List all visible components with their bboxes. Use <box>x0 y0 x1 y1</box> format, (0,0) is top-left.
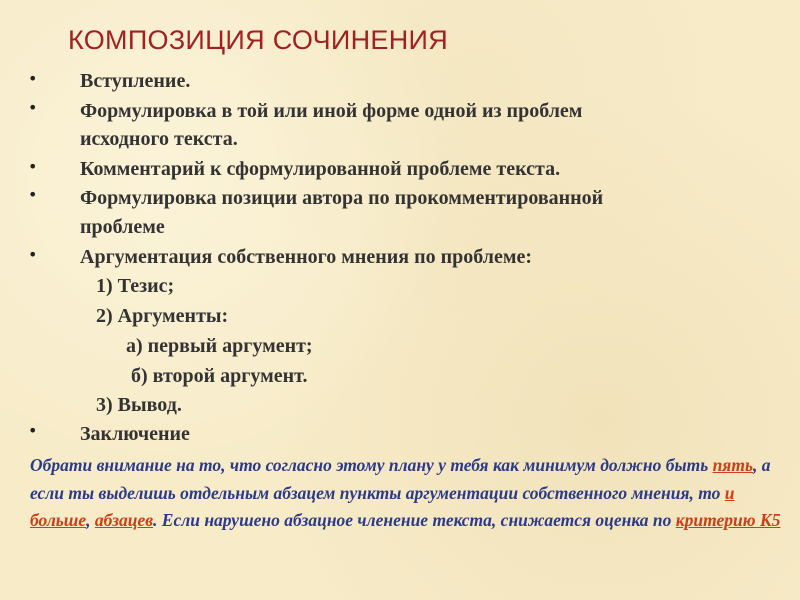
note-text: . Если нарушено абзацное членение текста, снижается оценка по <box>153 510 676 530</box>
note-text: , <box>86 510 95 530</box>
item-formulation-line2: исходного текста. <box>80 128 238 150</box>
item-intro: Вступление. <box>80 70 191 92</box>
note-highlight-five: пять <box>712 455 753 475</box>
bullet-marker: • <box>28 185 38 204</box>
item-author-position-line1: Формулировка позиции автора по прокомментированной <box>80 187 604 209</box>
bullet-marker: • <box>28 157 38 176</box>
note-highlight-more: и больше <box>30 482 735 530</box>
sub-item-first-argument: а) первый аргумент; <box>126 335 313 357</box>
bullet-marker: • <box>28 245 38 264</box>
slide-title: КОМПОЗИЦИЯ СОЧИНЕНИЯ <box>68 25 449 55</box>
note-highlight-criterion: критерию К5 <box>675 510 781 530</box>
sub-item-conclusion-point: 3) Вывод. <box>96 394 182 416</box>
note-text: Обрати внимание на то, что согласно этому плану у тебя как минимум должно быть <box>30 455 713 475</box>
item-comment: Комментарий к сформулированной проблеме текста. <box>80 158 561 180</box>
sub-item-second-argument: б) второй аргумент. <box>131 365 308 387</box>
bullet-marker: • <box>28 421 38 440</box>
item-conclusion: Заключение <box>80 423 190 445</box>
item-formulation-line1: Формулировка в той или иной форме одной из проблем <box>80 100 583 122</box>
note-highlight-paragraphs: абзацев <box>94 510 154 530</box>
sub-item-arguments: 2) Аргументы: <box>96 305 229 327</box>
bullet-marker: • <box>28 98 38 117</box>
item-argumentation: Аргументация собственного мнения по проблеме: <box>80 246 533 268</box>
note-text: , а если ты выделишь отдельным абзацем пункты аргументации собственного мнения, то <box>30 455 771 503</box>
note-paragraph <box>30 452 790 535</box>
bullet-marker: • <box>28 69 38 88</box>
sub-item-thesis: 1) Тезис; <box>96 275 175 297</box>
item-author-position-line2: проблеме <box>80 216 165 238</box>
